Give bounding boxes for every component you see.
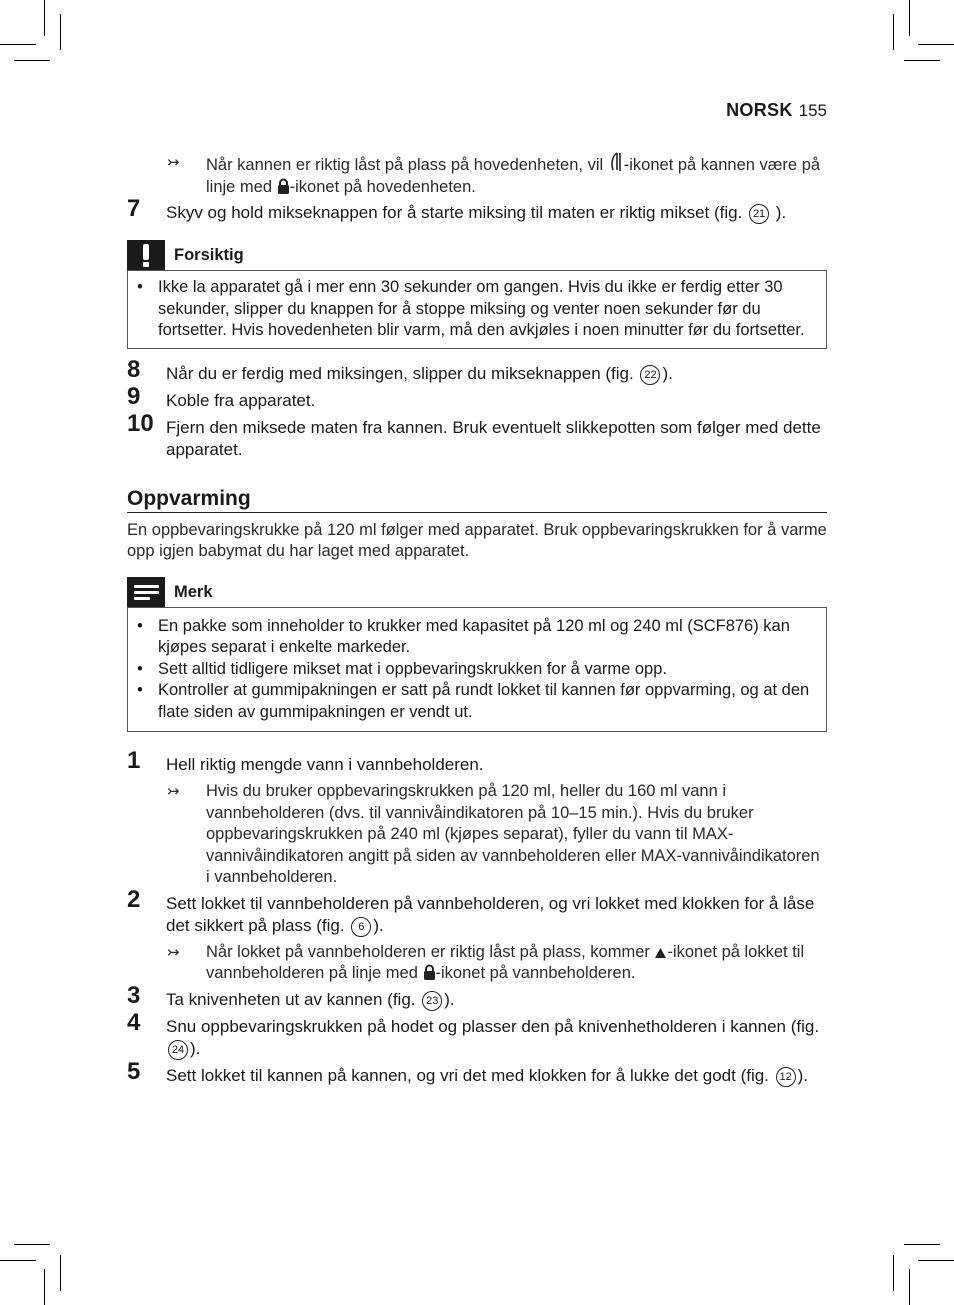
list-item: • En pakke som inneholder to krukker med kapasitet på 120 ml og 240 ml (SCF876) kan kjøpes separat i enkelte markeder. [137, 616, 790, 656]
list-item: • Kontroller at gummipakningen er satt på rundt lokket til kannen før oppvarming, og at den flate siden av gummipakningen er vendt ut. [137, 681, 810, 721]
lock-icon [277, 178, 290, 194]
crop-mark [44, 0, 45, 36]
caution-title: Forsiktig [174, 246, 244, 264]
list-item: • Ikke la apparatet gå i mer enn 30 sekunder om gangen. Hvis du ikke er ferdig etter 30 sekunder, slipper du knappen for å stoppe miksing og venter noen sekunder før du fortsetter. Hvis hovedenheten blir varm, må den avkjøles i noen minutter før du fortsetter. [137, 278, 805, 339]
section-title: Oppvarming [127, 487, 827, 513]
step-number: 8 [127, 355, 141, 383]
result-arrow-icon: ↣ [167, 154, 180, 171]
note-header [127, 577, 827, 607]
step-item: 3 Ta knivenheten ut av kannen (fig. 23 ). [127, 981, 455, 1009]
crop-mark [0, 44, 36, 45]
crop-mark [904, 60, 940, 61]
crop-mark [14, 1244, 50, 1245]
note-lines-icon [127, 577, 165, 607]
result-arrow-icon: ↣ [167, 783, 180, 800]
crop-mark [893, 1255, 894, 1291]
warning-exclamation-icon [127, 240, 165, 270]
step-number: 7 [127, 195, 141, 222]
figure-ref: 6 [351, 917, 371, 937]
result-item: ↣ Når kannen er riktig låst på plass på hovedenheten, vil -ikonet på kannen være på linje med -ikonet på hovedenheten. [167, 154, 821, 196]
page-number: 155 [798, 101, 827, 120]
step-item: 8 Når du er ferdig med miksingen, slipper du mikseknappen (fig. 22 ). [127, 355, 673, 383]
step-item: 2 Sett lokket til vannbeholderen på vannbeholderen, og vri lokket med klokken for å låse det sikkert på plass (fig. 6 ). [127, 885, 815, 935]
caution-header [127, 240, 827, 270]
section-intro: En oppbevaringskrukke på 120 ml følger med apparatet. Bruk oppbevaringskrukken for å varme opp igjen babymat du har laget med apparatet. [127, 520, 827, 560]
figure-ref: 12 [776, 1067, 796, 1087]
crop-mark [893, 14, 894, 50]
lock-icon [423, 964, 436, 980]
crop-mark [909, 1269, 910, 1305]
step-item: 4 Snu oppbevaringskrukken på hodet og plasser den på knivenhetholderen i kannen (fig. 24 ). [127, 1008, 820, 1058]
step-number: 4 [127, 1008, 141, 1036]
crop-mark [918, 1260, 954, 1261]
note-title: Merk [174, 582, 213, 601]
crop-mark [0, 1260, 36, 1261]
crop-mark [909, 0, 910, 36]
list-item: • Sett alltid tidligere mikset mat i oppbevaringskrukken for å varme opp. [137, 659, 667, 678]
step-item: 9 Koble fra apparatet. [127, 382, 316, 410]
crop-mark [14, 60, 50, 61]
caution-box [127, 270, 827, 349]
figure-ref: 21 [749, 204, 769, 224]
crop-mark [60, 14, 61, 50]
crop-mark [918, 44, 954, 45]
step-item: 10 Fjern den miksede maten fra kannen. Bruk eventuelt slikkepotten som følger med dette apparatet. [127, 409, 821, 459]
figure-ref: 24 [168, 1040, 188, 1060]
step-item: 1 Hell riktig mengde vann i vannbeholderen. [127, 747, 484, 774]
step-item: 5 Sett lokket til kannen på kannen, og vri det med klokken for å lukke det godt (fig. 12 ). [127, 1057, 809, 1085]
step-number: 3 [127, 981, 141, 1009]
result-item: ↣ Hvis du bruker oppbevaringskrukken på 120 ml, heller du 160 ml vann i vannbeholderen (dvs. til vannivåindikatoren på 10–15 min.). Hvis du bruker oppbevaringskrukken på 240 ml (kjøpes separat), fyller du vann til MAX-vannivåindikatoren angitt på siden av vannbeholderen eller MAX-vannivåindikatoren i vannbeholderen. [167, 782, 820, 886]
result-arrow-icon: ↣ [167, 943, 180, 961]
step-item: 7 Skyv og hold mikseknappen for å starte miksing til maten er riktig mikset (fig. 21 ). [127, 195, 787, 222]
step-number: 1 [127, 747, 141, 774]
crop-mark [44, 1269, 45, 1305]
step-number: 5 [127, 1057, 141, 1085]
step-number: 10 [127, 409, 154, 437]
step-number: 2 [127, 885, 141, 913]
note-box [127, 607, 827, 733]
crop-mark [60, 1255, 61, 1291]
figure-ref: 22 [640, 365, 660, 385]
page-header [726, 100, 827, 121]
step-number: 9 [127, 382, 141, 410]
jug-indicator-icon [608, 152, 624, 172]
page-content [127, 152, 827, 1092]
figure-ref: 23 [422, 991, 442, 1011]
triangle-indicator-icon [654, 947, 667, 959]
result-item: ↣ Når lokket på vannbeholderen er riktig låst på plass, kommer -ikonet på lokket til vannbeholderen på linje med -ikonet på vannbeholderen. [167, 942, 805, 982]
language-label: NORSK [726, 100, 793, 120]
crop-mark [904, 1244, 940, 1245]
